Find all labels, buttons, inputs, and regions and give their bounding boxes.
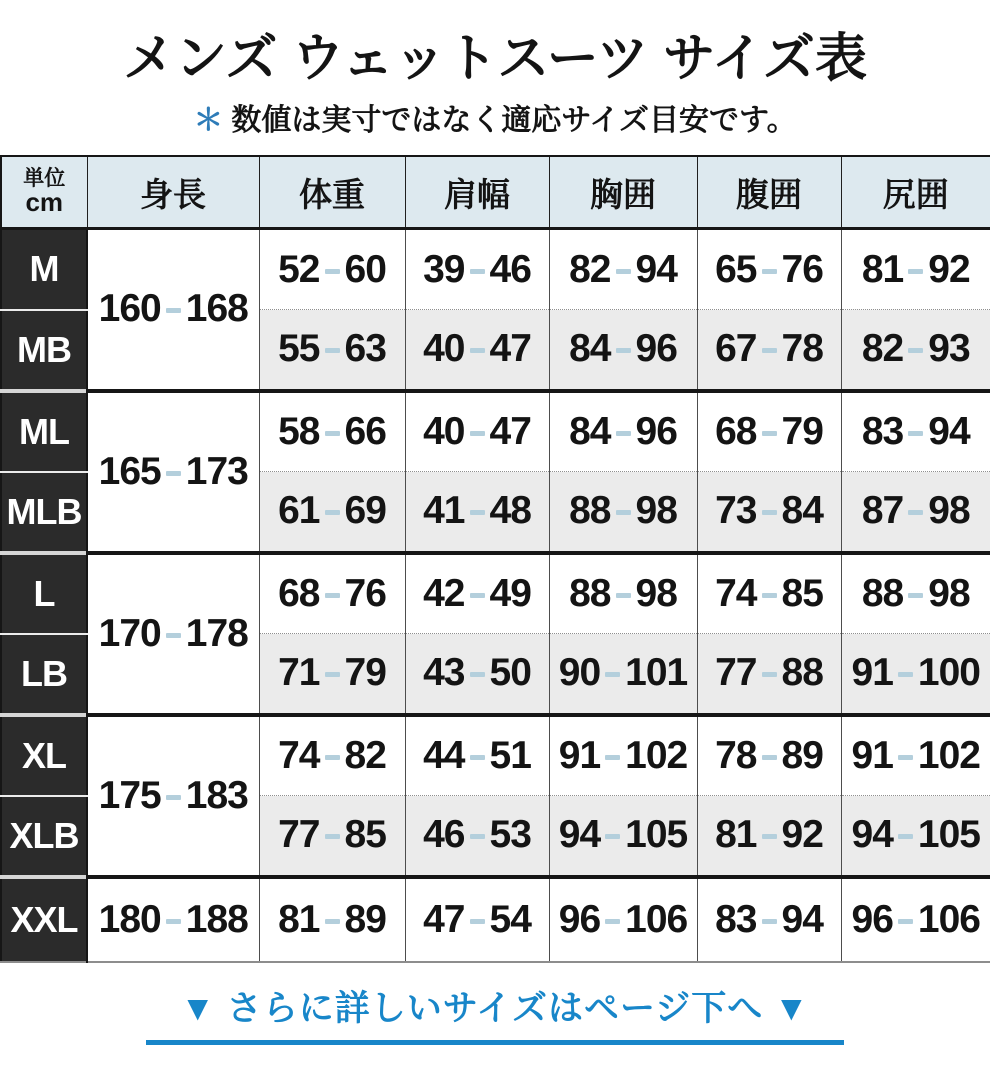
range-cell-weight (259, 553, 405, 634)
footer-link[interactable]: ▼ さらに詳しいサイズはページ下へ ▼ (146, 981, 843, 1045)
range-cell-shoulder-width (405, 310, 549, 391)
col-header-weight: 体重 (259, 156, 405, 229)
range-value: 91 100 (851, 651, 980, 695)
range-dash (166, 633, 181, 638)
range-value: 84 96 (569, 327, 677, 371)
range-value: 84 96 (569, 409, 677, 453)
range-value: 77 85 (278, 813, 386, 857)
range-value: 88 98 (569, 571, 677, 615)
range-cell-chest (549, 796, 697, 877)
range-dash (470, 919, 485, 924)
range-cell-weight (259, 877, 405, 962)
range-cell-shoulder-width (405, 796, 549, 877)
range-value: 58 66 (278, 409, 386, 453)
range-value: 77 88 (715, 651, 823, 695)
range-dash (616, 431, 631, 436)
range-value: 68 79 (715, 409, 823, 453)
range-value: 94 105 (851, 813, 980, 857)
range-dash (166, 795, 181, 800)
range-cell-hip (841, 310, 990, 391)
range-dash (762, 834, 777, 839)
range-value: 55 63 (278, 327, 386, 371)
range-cell-shoulder-width (405, 229, 549, 310)
range-cell-abdomen (697, 472, 841, 553)
note-text: 数値は実寸ではなく適応サイズ目安です。 (231, 104, 797, 137)
range-dash (616, 269, 631, 274)
range-value: 78 89 (715, 733, 823, 777)
note (0, 95, 990, 139)
size-label-MLB: MLB (1, 472, 87, 553)
range-cell-hip (841, 715, 990, 796)
range-value: 81 92 (861, 247, 970, 291)
range-cell-chest (549, 553, 697, 634)
range-value: 65 76 (715, 247, 823, 291)
range-value: 88 98 (569, 489, 677, 533)
range-dash (605, 919, 620, 924)
range-value: 71 79 (278, 651, 386, 695)
range-dash (325, 919, 340, 924)
range-value: 87 98 (861, 489, 970, 533)
range-value: 81 92 (715, 813, 823, 857)
unit-label: 単位 (23, 167, 66, 191)
range-cell-hip (841, 472, 990, 553)
range-dash (166, 919, 181, 924)
range-dash (908, 431, 923, 436)
range-dash (325, 834, 340, 839)
range-dash (325, 672, 340, 677)
range-value: 88 98 (861, 571, 970, 615)
size-row-L (1, 553, 990, 634)
range-value: 68 76 (278, 571, 386, 615)
range-value: 94 105 (558, 813, 688, 857)
size-label-L: L (1, 553, 87, 634)
range-value: 82 93 (861, 327, 970, 371)
range-cell-hip (841, 634, 990, 715)
range-value: 165 173 (98, 449, 248, 493)
range-cell-weight (259, 391, 405, 472)
range-value: 42 49 (423, 571, 531, 615)
col-header-chest: 胸囲 (549, 156, 697, 229)
range-dash (616, 348, 631, 353)
range-dash (908, 269, 923, 274)
range-value: 47 54 (423, 897, 531, 941)
range-dash (325, 593, 340, 598)
range-value: 180 188 (98, 897, 248, 941)
range-cell-abdomen (697, 877, 841, 962)
range-cell-height (87, 715, 259, 877)
range-dash (898, 919, 913, 924)
range-value: 67 78 (715, 327, 823, 371)
range-cell-shoulder-width (405, 715, 549, 796)
range-value: 61 69 (278, 489, 386, 533)
unit-header (1, 156, 87, 229)
range-dash (762, 919, 777, 924)
range-value: 41 48 (423, 489, 531, 533)
col-header-abdomen: 腹囲 (697, 156, 841, 229)
range-dash (325, 431, 340, 436)
range-value: 175 183 (98, 773, 248, 817)
range-cell-height (87, 391, 259, 553)
range-value: 44 51 (423, 733, 531, 777)
range-value: 40 47 (423, 409, 531, 453)
size-label-XXL: XXL (1, 877, 87, 962)
col-header-height: 身長 (87, 156, 259, 229)
range-dash (325, 755, 340, 760)
range-dash (605, 834, 620, 839)
range-cell-height (87, 229, 259, 391)
range-dash (325, 510, 340, 515)
size-row-XXL (1, 877, 990, 962)
range-dash (470, 834, 485, 839)
range-dash (762, 269, 777, 274)
range-dash (762, 755, 777, 760)
range-dash (762, 672, 777, 677)
range-cell-chest (549, 229, 697, 310)
range-cell-weight (259, 472, 405, 553)
range-cell-shoulder-width (405, 553, 549, 634)
range-dash (616, 593, 631, 598)
range-value: 43 50 (423, 651, 531, 695)
range-cell-chest (549, 391, 697, 472)
range-dash (898, 755, 913, 760)
range-dash (470, 348, 485, 353)
range-dash (605, 672, 620, 677)
range-value: 96 106 (851, 897, 980, 941)
range-value: 90 101 (558, 651, 688, 695)
range-dash (166, 308, 181, 313)
range-cell-chest (549, 877, 697, 962)
size-row-M (1, 229, 990, 310)
range-cell-weight (259, 715, 405, 796)
range-cell-abdomen (697, 715, 841, 796)
range-dash (908, 510, 923, 515)
range-cell-abdomen (697, 553, 841, 634)
range-dash (898, 834, 913, 839)
range-cell-height (87, 877, 259, 962)
range-value: 83 94 (715, 897, 823, 941)
range-cell-weight (259, 796, 405, 877)
range-cell-shoulder-width (405, 634, 549, 715)
range-value: 73 84 (715, 489, 823, 533)
range-value: 170 178 (98, 611, 248, 655)
range-cell-chest (549, 472, 697, 553)
range-cell-abdomen (697, 229, 841, 310)
range-cell-shoulder-width (405, 391, 549, 472)
unit-value: cm (25, 187, 64, 218)
col-header-hip: 尻囲 (841, 156, 990, 229)
size-label-XL: XL (1, 715, 87, 796)
range-dash (908, 593, 923, 598)
table-header-row (1, 156, 990, 229)
size-label-ML: ML (1, 391, 87, 472)
range-cell-abdomen (697, 391, 841, 472)
range-cell-weight (259, 634, 405, 715)
range-dash (325, 348, 340, 353)
range-dash (325, 269, 340, 274)
size-label-LB: LB (1, 634, 87, 715)
size-table (0, 155, 990, 963)
range-dash (166, 471, 181, 476)
range-value: 83 94 (861, 409, 970, 453)
range-dash (762, 348, 777, 353)
range-dash (605, 755, 620, 760)
range-cell-hip (841, 553, 990, 634)
range-value: 52 60 (278, 247, 386, 291)
range-cell-height (87, 553, 259, 715)
range-cell-weight (259, 310, 405, 391)
range-dash (470, 269, 485, 274)
range-value: 74 85 (715, 571, 823, 615)
range-dash (470, 672, 485, 677)
range-dash (908, 348, 923, 353)
size-label-M: M (1, 229, 87, 310)
range-value: 74 82 (278, 733, 386, 777)
asterisk-icon: ＊ (193, 104, 224, 137)
footer (0, 981, 990, 1045)
range-cell-chest (549, 310, 697, 391)
range-cell-shoulder-width (405, 877, 549, 962)
range-cell-abdomen (697, 796, 841, 877)
size-table-body (1, 229, 990, 962)
range-cell-chest (549, 715, 697, 796)
range-cell-shoulder-width (405, 472, 549, 553)
range-value: 160 168 (98, 287, 248, 331)
range-value: 39 46 (423, 247, 531, 291)
size-row-XL (1, 715, 990, 796)
range-value: 81 89 (278, 897, 386, 941)
range-dash (762, 593, 777, 598)
range-dash (470, 755, 485, 760)
range-cell-hip (841, 877, 990, 962)
range-dash (898, 672, 913, 677)
range-cell-weight (259, 229, 405, 310)
range-cell-abdomen (697, 310, 841, 391)
range-cell-hip (841, 796, 990, 877)
range-dash (762, 510, 777, 515)
range-dash (470, 510, 485, 515)
range-cell-abdomen (697, 634, 841, 715)
range-dash (762, 431, 777, 436)
range-value: 40 47 (423, 327, 531, 371)
range-dash (470, 593, 485, 598)
range-value: 46 53 (423, 813, 531, 857)
page-title: メンズ ウェットスーツ サイズ表 (123, 30, 867, 88)
range-cell-chest (549, 634, 697, 715)
range-value: 91 102 (851, 733, 980, 777)
size-row-ML (1, 391, 990, 472)
range-dash (616, 510, 631, 515)
range-value: 91 102 (558, 733, 688, 777)
range-cell-hip (841, 391, 990, 472)
range-value: 82 94 (569, 247, 677, 291)
col-header-shoulder-width: 肩幅 (405, 156, 549, 229)
size-label-XLB: XLB (1, 796, 87, 877)
range-cell-hip (841, 229, 990, 310)
range-value: 96 106 (558, 897, 688, 941)
range-dash (470, 431, 485, 436)
size-label-MB: MB (1, 310, 87, 391)
